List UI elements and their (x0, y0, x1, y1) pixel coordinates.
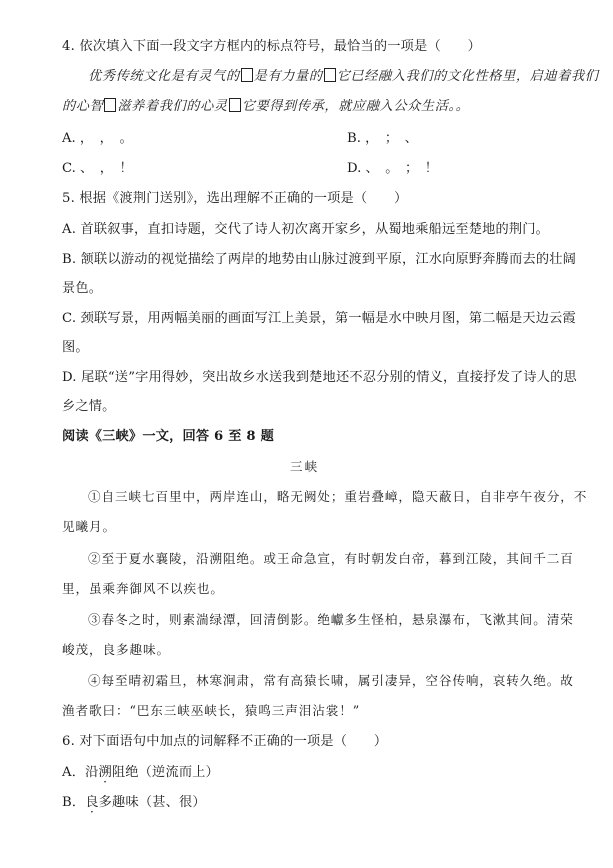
reading-paragraph-1-line-1: ①自三峡七百里中，两岸连山，略无阙处；重岩叠嶂，隐天蔽日，自非亭午夜分，不 (88, 489, 588, 504)
question-4-option-a: A. ， ， 。 (62, 131, 133, 146)
question-5-option-b-line-1: B. 颔联以游动的视觉描绘了两岸的地势由山脉过渡到平原，江水向原野奔腾而去的壮阔 (62, 252, 577, 267)
reading-paragraph-3-line-2: 峻茂，良多趣味。 (62, 642, 170, 657)
question-6-option-b: B．良多趣味（甚、很） (62, 795, 206, 810)
reading-paragraph-4-line-2: 渔者歌曰：“巴东三峡巫峡长，猿鸣三声泪沾裳！” (62, 703, 361, 718)
blank-box-2 (324, 68, 336, 82)
reading-intro: 阅读《三峡》一文，回答 6 至 8 题 (62, 429, 274, 444)
question-6-stem: 6. 对下面语句中加点的词解释不正确的一项是（ ） (62, 734, 388, 749)
question-6-option-a: A．沿溯阻绝（逆流而上） (62, 765, 219, 780)
reading-paragraph-2-line-2: 里，虽乘奔御风不以疾也。 (62, 581, 224, 596)
question-5-stem: 5. 根据《渡荆门送别》，选出理解不正确的一项是（ ） (62, 191, 408, 206)
question-4-option-c: C. 、 ， ！ (62, 161, 133, 176)
emphasis-dot-word-a: 溯 (98, 765, 112, 780)
question-5-option-c-line-2: 图。 (62, 340, 89, 355)
reading-paragraph-1-line-2: 见曦月。 (62, 519, 116, 534)
question-4-option-b: B. ， ； 、 (347, 131, 418, 146)
question-5-option-d-line-2: 乡之情。 (62, 399, 116, 414)
reading-paragraph-4-line-1: ④每至晴初霜旦，林寒涧肃，常有高猿长啸，属引凄异，空谷传响，哀转久绝。故 (88, 673, 574, 688)
blank-box-4 (229, 98, 241, 112)
emphasis-dot-word-b: 良 (85, 795, 99, 810)
question-5-option-d-line-1: D. 尾联“送”字用得妙，突出故乡水送我到楚地还不忍分别的情义，直接抒发了诗人的思 (62, 370, 577, 385)
blank-box-1 (241, 68, 253, 82)
question-5-option-c-line-1: C. 颈联写景，用两幅美丽的画面写江上美景，第一幅是水中映月图，第二幅是天边云霞 (62, 311, 576, 326)
blank-box-3 (104, 98, 116, 112)
question-4-passage-line-2: 的心智 滋养着我们的心灵 它要得到传承，就应融入公众生活。。 (62, 99, 470, 114)
question-4-stem: 4. 依次填入下面一段文字方框内的标点符号，最恰当的一项是（ ） (62, 39, 481, 54)
question-5-option-a: A. 首联叙事，直扣诗题，交代了诗人初次离开家乡，从蜀地乘船远至楚地的荆门。 (62, 222, 550, 237)
question-5-option-b-line-2: 景色。 (62, 281, 103, 296)
reading-paragraph-2-line-1: ②至于夏水襄陵，沿溯阻绝。或王命急宣，有时朝发白帝，暮到江陵，其间千二百 (88, 551, 574, 566)
question-4-option-d: D. 、 。 ； ！ (347, 161, 438, 176)
reading-title: 三峡 (290, 459, 320, 474)
reading-paragraph-3-line-1: ③春冬之时，则素湍绿潭，回清倒影。绝巘多生怪柏，悬泉瀑布，飞漱其间。清荣 (88, 612, 574, 627)
question-4-passage-line-1: 优秀传统文化是有灵气的 是有力量的 它已经融入我们的文化性格里，启迪着我们 (88, 69, 599, 84)
